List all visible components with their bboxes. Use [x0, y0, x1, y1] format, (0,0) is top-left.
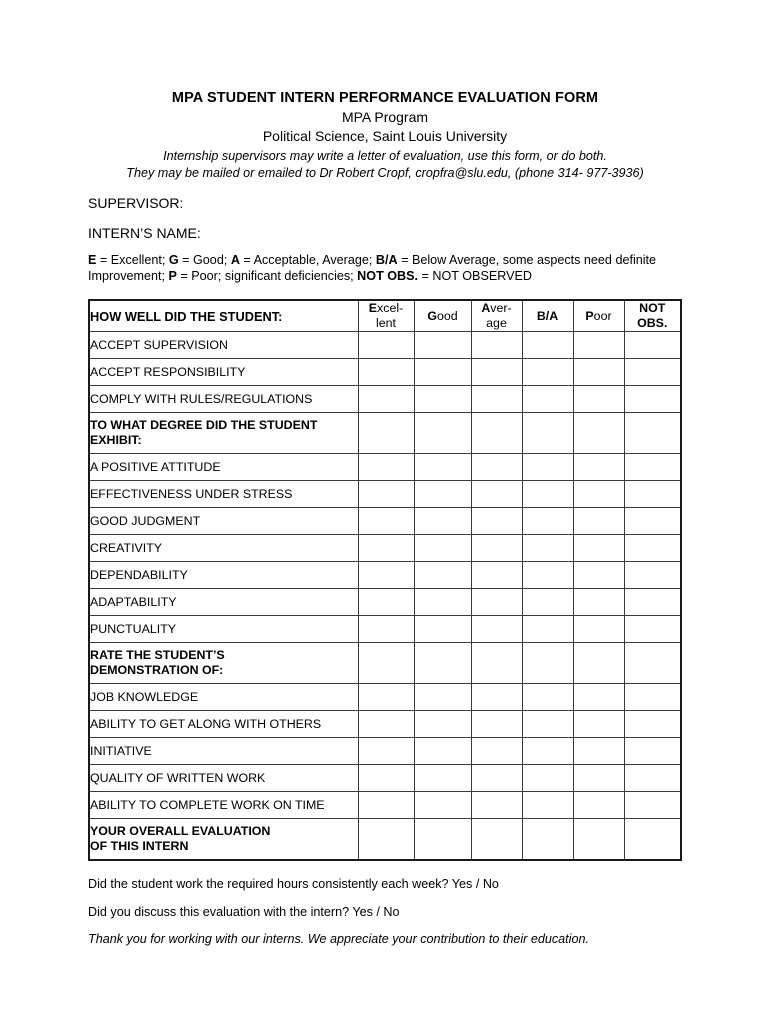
- rating-checkbox-cell[interactable]: [471, 535, 522, 562]
- table-row: [89, 535, 681, 562]
- rating-checkbox-cell[interactable]: [573, 359, 624, 386]
- rating-checkbox-cell[interactable]: [414, 819, 471, 861]
- rating-checkbox-cell[interactable]: [358, 359, 414, 386]
- evaluation-table: [88, 299, 682, 861]
- rating-checkbox-cell[interactable]: [624, 684, 681, 711]
- submission-notice: [88, 148, 682, 182]
- column-header-key: P: [585, 308, 594, 323]
- row-label: PUNCTUALITY: [89, 616, 358, 643]
- column-header-key: B/A: [536, 308, 559, 323]
- table-row: [89, 792, 681, 819]
- rating-checkbox-cell[interactable]: [414, 711, 471, 738]
- document-header: [88, 88, 682, 146]
- rating-checkbox-cell[interactable]: [573, 765, 624, 792]
- legend-text-not-obs: = NOT OBSERVED: [418, 268, 533, 283]
- rating-checkbox-cell[interactable]: [414, 616, 471, 643]
- rating-checkbox-cell[interactable]: [414, 454, 471, 481]
- row-label: ACCEPT SUPERVISION: [89, 332, 358, 359]
- table-section-row: [89, 643, 681, 684]
- rating-checkbox-cell[interactable]: [358, 386, 414, 413]
- rating-checkbox-cell[interactable]: [358, 481, 414, 508]
- rating-checkbox-cell[interactable]: [358, 535, 414, 562]
- rating-checkbox-cell[interactable]: [522, 819, 573, 861]
- rating-checkbox-cell[interactable]: [358, 738, 414, 765]
- row-label: ADAPTABILITY: [89, 589, 358, 616]
- rating-checkbox-cell[interactable]: [573, 535, 624, 562]
- column-header-rest: ood: [436, 308, 458, 323]
- legend-key-g: G: [168, 253, 179, 267]
- rating-checkbox-cell[interactable]: [471, 819, 522, 861]
- rating-checkbox-cell[interactable]: [573, 332, 624, 359]
- row-label: GOOD JUDGMENT: [89, 508, 358, 535]
- rating-checkbox-cell[interactable]: [573, 616, 624, 643]
- table-section-row: [89, 413, 681, 454]
- rating-checkbox-cell[interactable]: [522, 792, 573, 819]
- program-subtitle: MPA Program: [341, 109, 429, 125]
- row-label-line2: DEMONSTRATION OF:: [90, 663, 224, 677]
- row-label: TO WHAT DEGREE DID THE STUDENT EXHIBIT:: [89, 413, 358, 454]
- question-required-hours: Did the student work the required hours consistently each week? Yes / No: [88, 877, 499, 891]
- rating-checkbox-cell[interactable]: [522, 359, 573, 386]
- column-header-rest: ver-: [490, 301, 512, 315]
- table-row: [89, 589, 681, 616]
- rating-checkbox-cell[interactable]: [573, 413, 624, 454]
- row-label-line2: EXHIBIT:: [90, 433, 142, 447]
- rating-checkbox-cell[interactable]: [358, 819, 414, 861]
- rating-checkbox-cell[interactable]: [573, 481, 624, 508]
- rating-checkbox-cell[interactable]: [573, 711, 624, 738]
- rating-checkbox-cell[interactable]: [471, 589, 522, 616]
- rating-checkbox-cell[interactable]: [624, 765, 681, 792]
- rating-checkbox-cell[interactable]: [414, 332, 471, 359]
- supervisor-field-label: SUPERVISOR:: [88, 195, 184, 211]
- rating-checkbox-cell[interactable]: [358, 562, 414, 589]
- column-header-g: [414, 300, 471, 332]
- rating-checkbox-cell[interactable]: [573, 562, 624, 589]
- rating-checkbox-cell[interactable]: [471, 738, 522, 765]
- rating-checkbox-cell[interactable]: [414, 359, 471, 386]
- rating-checkbox-cell[interactable]: [522, 508, 573, 535]
- rating-checkbox-cell[interactable]: [471, 386, 522, 413]
- page-title: MPA STUDENT INTERN PERFORMANCE EVALUATION FORM: [171, 90, 599, 106]
- column-header-rest: xcel-: [377, 301, 404, 315]
- column-header-rest: oor: [593, 308, 612, 323]
- row-label: INITIATIVE: [89, 738, 358, 765]
- rating-checkbox-cell[interactable]: [414, 508, 471, 535]
- rating-checkbox-cell[interactable]: [414, 643, 471, 684]
- rating-checkbox-cell[interactable]: [414, 535, 471, 562]
- rating-checkbox-cell[interactable]: [624, 616, 681, 643]
- rating-checkbox-cell[interactable]: [358, 616, 414, 643]
- thank-you-message: Thank you for working with our interns. We appreciate your contribution to their education.: [88, 932, 589, 946]
- table-row: [89, 711, 681, 738]
- rating-checkbox-cell[interactable]: [358, 589, 414, 616]
- rating-checkbox-cell[interactable]: [414, 413, 471, 454]
- rating-checkbox-cell[interactable]: [624, 359, 681, 386]
- column-header-e: [358, 300, 414, 332]
- rating-checkbox-cell[interactable]: [522, 589, 573, 616]
- table-row: [89, 481, 681, 508]
- rating-checkbox-cell[interactable]: [624, 481, 681, 508]
- table-row: [89, 508, 681, 535]
- rating-legend: [88, 253, 682, 284]
- rating-checkbox-cell[interactable]: [471, 792, 522, 819]
- table-row: [89, 562, 681, 589]
- rating-checkbox-cell[interactable]: [522, 413, 573, 454]
- column-header-key: G: [427, 308, 437, 323]
- column-header-p: [573, 300, 624, 332]
- rating-checkbox-cell[interactable]: [624, 819, 681, 861]
- rating-checkbox-cell[interactable]: [471, 765, 522, 792]
- rating-checkbox-cell[interactable]: [624, 792, 681, 819]
- rating-checkbox-cell[interactable]: [471, 616, 522, 643]
- row-label: ABILITY TO GET ALONG WITH OTHERS: [89, 711, 358, 738]
- rating-checkbox-cell[interactable]: [624, 562, 681, 589]
- row-label: A POSITIVE ATTITUDE: [89, 454, 358, 481]
- rating-checkbox-cell[interactable]: [358, 765, 414, 792]
- rating-checkbox-cell[interactable]: [471, 332, 522, 359]
- table-row: [89, 359, 681, 386]
- row-label: CREATIVITY: [89, 535, 358, 562]
- rating-checkbox-cell[interactable]: [414, 562, 471, 589]
- row-label: JOB KNOWLEDGE: [89, 684, 358, 711]
- question-discussed-evaluation: Did you discuss this evaluation with the intern? Yes / No: [88, 905, 400, 919]
- rating-checkbox-cell[interactable]: [414, 589, 471, 616]
- rating-checkbox-cell[interactable]: [414, 765, 471, 792]
- rating-checkbox-cell[interactable]: [573, 508, 624, 535]
- rating-checkbox-cell[interactable]: [624, 454, 681, 481]
- rating-checkbox-cell[interactable]: [358, 643, 414, 684]
- rating-checkbox-cell[interactable]: [573, 386, 624, 413]
- legend-text-ba: = Below Average, some aspects need definite Improvement;: [88, 253, 657, 283]
- rating-checkbox-cell[interactable]: [624, 711, 681, 738]
- legend-text-e: = Excellent;: [96, 253, 169, 267]
- rating-checkbox-cell[interactable]: [624, 589, 681, 616]
- rating-checkbox-cell[interactable]: [358, 684, 414, 711]
- table-section-row: [89, 819, 681, 861]
- rating-checkbox-cell[interactable]: [414, 684, 471, 711]
- rating-checkbox-cell[interactable]: [522, 562, 573, 589]
- rating-checkbox-cell[interactable]: [624, 738, 681, 765]
- intern-name-field-label: INTERN’S NAME:: [88, 225, 201, 241]
- rating-checkbox-cell[interactable]: [522, 332, 573, 359]
- table-row: [89, 386, 681, 413]
- rating-checkbox-cell[interactable]: [522, 481, 573, 508]
- table-row: [89, 616, 681, 643]
- row-label-line2: OF THIS INTERN: [90, 839, 189, 853]
- legend-text-a: = Acceptable, Average;: [239, 253, 376, 267]
- rating-checkbox-cell[interactable]: [573, 454, 624, 481]
- rating-checkbox-cell[interactable]: [573, 643, 624, 684]
- rating-checkbox-cell[interactable]: [624, 535, 681, 562]
- legend-text-p: = Poor; significant deficiencies;: [176, 268, 358, 283]
- legend-key-a: A: [230, 253, 240, 267]
- rating-checkbox-cell[interactable]: [471, 359, 522, 386]
- rating-checkbox-cell[interactable]: [414, 386, 471, 413]
- row-label: COMPLY WITH RULES/REGULATIONS: [89, 386, 358, 413]
- rating-checkbox-cell[interactable]: [624, 643, 681, 684]
- row-label: YOUR OVERALL EVALUATION OF THIS INTERN: [89, 819, 358, 861]
- rating-checkbox-cell[interactable]: [358, 413, 414, 454]
- rating-checkbox-cell[interactable]: [471, 413, 522, 454]
- rating-checkbox-cell[interactable]: [358, 792, 414, 819]
- column-header-a: [471, 300, 522, 332]
- row-label: ABILITY TO COMPLETE WORK ON TIME: [89, 792, 358, 819]
- rating-checkbox-cell[interactable]: [573, 792, 624, 819]
- rating-checkbox-cell[interactable]: [471, 454, 522, 481]
- rating-checkbox-cell[interactable]: [414, 792, 471, 819]
- rating-checkbox-cell[interactable]: [471, 684, 522, 711]
- table-row: [89, 454, 681, 481]
- rating-checkbox-cell[interactable]: [522, 738, 573, 765]
- rating-checkbox-cell[interactable]: [358, 508, 414, 535]
- rating-checkbox-cell[interactable]: [522, 616, 573, 643]
- rating-checkbox-cell[interactable]: [414, 738, 471, 765]
- table-header-row: [89, 300, 681, 332]
- row-label: RATE THE STUDENT’S DEMONSTRATION OF:: [89, 643, 358, 684]
- column-header-rest2: lent: [376, 316, 396, 330]
- legend-key-e: E: [88, 253, 97, 267]
- rating-checkbox-cell[interactable]: [471, 643, 522, 684]
- notice-line-2: They may be mailed or emailed to Dr Robert Cropf, cropfra@slu.edu, (phone 314- 977-3936): [126, 166, 644, 180]
- rating-checkbox-cell[interactable]: [522, 765, 573, 792]
- legend-text-g: = Good;: [178, 253, 231, 267]
- notice-line-1: Internship supervisors may write a letter of evaluation, use this form, or do both.: [163, 149, 607, 163]
- row-label: DEPENDABILITY: [89, 562, 358, 589]
- rating-checkbox-cell[interactable]: [471, 508, 522, 535]
- rating-checkbox-cell[interactable]: [358, 454, 414, 481]
- rating-checkbox-cell[interactable]: [358, 711, 414, 738]
- table-row: [89, 738, 681, 765]
- column-header-key: NOT: [639, 301, 666, 315]
- table-main-header: HOW WELL DID THE STUDENT:: [89, 300, 358, 332]
- table-row: [89, 332, 681, 359]
- rating-checkbox-cell[interactable]: [573, 684, 624, 711]
- rating-checkbox-cell[interactable]: [522, 711, 573, 738]
- department-subtitle: Political Science, Saint Louis University: [262, 128, 508, 144]
- column-header-ba: [522, 300, 573, 332]
- rating-checkbox-cell[interactable]: [522, 386, 573, 413]
- legend-key-p: P: [168, 268, 177, 283]
- rating-checkbox-cell[interactable]: [573, 589, 624, 616]
- rating-checkbox-cell[interactable]: [573, 738, 624, 765]
- row-label: QUALITY OF WRITTEN WORK: [89, 765, 358, 792]
- rating-checkbox-cell[interactable]: [471, 711, 522, 738]
- column-header-key: E: [368, 301, 378, 315]
- table-row: [89, 765, 681, 792]
- rating-checkbox-cell[interactable]: [522, 454, 573, 481]
- legend-key-not-obs: NOT OBS.: [357, 268, 419, 283]
- rating-checkbox-cell[interactable]: [573, 819, 624, 861]
- row-label: ACCEPT RESPONSIBILITY: [89, 359, 358, 386]
- rating-checkbox-cell[interactable]: [624, 386, 681, 413]
- rating-checkbox-cell[interactable]: [624, 413, 681, 454]
- rating-checkbox-cell[interactable]: [358, 332, 414, 359]
- column-header-key: A: [481, 301, 491, 315]
- rating-checkbox-cell[interactable]: [624, 332, 681, 359]
- column-header-not: [624, 300, 681, 332]
- rating-checkbox-cell[interactable]: [414, 481, 471, 508]
- rating-checkbox-cell[interactable]: [471, 562, 522, 589]
- column-header-rest2: OBS.: [637, 316, 668, 330]
- rating-checkbox-cell[interactable]: [624, 508, 681, 535]
- legend-key-ba: B/A: [375, 253, 398, 267]
- table-row: [89, 684, 681, 711]
- row-label: EFFECTIVENESS UNDER STRESS: [89, 481, 358, 508]
- rating-checkbox-cell[interactable]: [522, 535, 573, 562]
- rating-checkbox-cell[interactable]: [522, 643, 573, 684]
- rating-checkbox-cell[interactable]: [522, 684, 573, 711]
- rating-checkbox-cell[interactable]: [471, 481, 522, 508]
- column-header-rest2: age: [486, 316, 507, 330]
